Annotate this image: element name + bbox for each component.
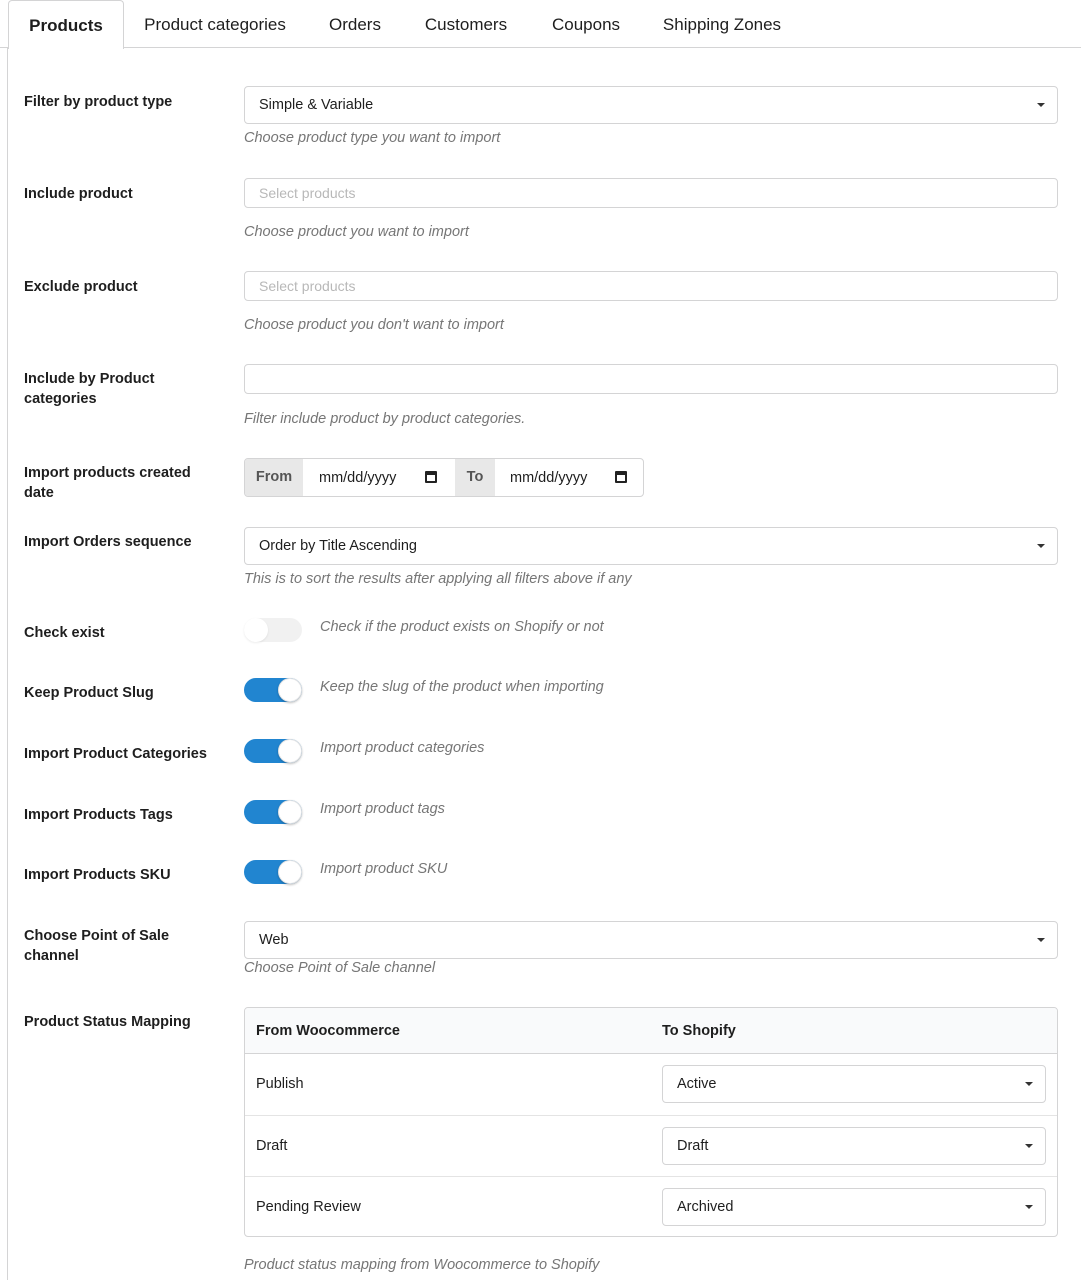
tab-orders[interactable]: Orders: [329, 15, 381, 34]
dropdown-caret-icon: [1037, 938, 1045, 942]
tab-bar: [0, 0, 1081, 48]
status-from: Publish: [256, 1076, 304, 1092]
status-mapping-help: Product status mapping from Woocommerce to Shopify: [244, 1257, 600, 1273]
tab-shipping-zones[interactable]: Shipping Zones: [662, 15, 782, 34]
import-tags-label: Import Products Tags: [24, 807, 173, 823]
dropdown-caret-icon: [1037, 544, 1045, 548]
filter-type-help: Choose product type you want to import: [244, 130, 501, 146]
keep-slug-toggle[interactable]: [244, 678, 302, 702]
pos-channel-label: Choose Point of Sale channel: [24, 928, 170, 964]
toggle-knob: [244, 618, 268, 642]
toggle-knob: [278, 739, 302, 763]
table-row: [245, 1176, 1057, 1237]
import-sku-toggle[interactable]: [244, 860, 302, 884]
include-categories-help: Filter include product by product categories.: [244, 411, 526, 427]
include-product-placeholder: Select products: [259, 185, 356, 201]
status-from: Draft: [256, 1138, 288, 1154]
orders-sequence-label: Import Orders sequence: [24, 534, 192, 550]
status-to-select[interactable]: [662, 1127, 1046, 1165]
check-exist-toggle[interactable]: [244, 618, 302, 642]
date-to-label: To: [455, 459, 495, 496]
include-categories-input[interactable]: [244, 364, 1058, 394]
filter-type-value: Simple & Variable: [259, 97, 374, 113]
keep-slug-help: Keep the slug of the product when importing: [320, 679, 604, 695]
exclude-product-help: Choose product you don't want to import: [244, 317, 504, 333]
date-to-input[interactable]: mm/dd/yyyy: [510, 470, 588, 486]
status-to-select[interactable]: [662, 1065, 1046, 1103]
import-sku-help: Import product SKU: [320, 861, 448, 877]
import-categories-help: Import product categories: [320, 740, 485, 756]
exclude-product-placeholder: Select products: [259, 278, 356, 294]
toggle-knob: [278, 678, 302, 702]
pos-channel-help: Choose Point of Sale channel: [244, 960, 436, 976]
dropdown-caret-icon: [1037, 103, 1045, 107]
include-product-input[interactable]: [244, 178, 1058, 208]
import-tags-help: Import product tags: [320, 801, 445, 817]
created-date-range: [244, 458, 644, 497]
orders-sequence-value: Order by Title Ascending: [259, 538, 417, 554]
include-product-help: Choose product you want to import: [244, 224, 469, 240]
filter-type-label: Filter by product type: [24, 94, 173, 110]
pos-channel-value: Web: [259, 932, 289, 948]
toggle-knob: [278, 860, 302, 884]
pos-channel-select[interactable]: [244, 921, 1058, 959]
keep-slug-label: Keep Product Slug: [24, 685, 154, 701]
exclude-product-label: Exclude product: [24, 279, 138, 295]
status-to-value: Draft: [677, 1138, 709, 1154]
orders-sequence-select[interactable]: [244, 527, 1058, 565]
status-to-select[interactable]: [662, 1188, 1046, 1226]
dropdown-caret-icon: [1025, 1144, 1033, 1148]
status-mapping-header: [245, 1008, 1057, 1054]
tab-customers[interactable]: Customers: [424, 15, 508, 34]
date-from-input[interactable]: mm/dd/yyyy: [319, 470, 397, 486]
col-to-shopify: To Shopify: [662, 1023, 736, 1039]
status-to-value: Archived: [677, 1199, 734, 1215]
status-from: Pending Review: [256, 1199, 361, 1215]
table-row: [245, 1115, 1057, 1176]
filter-type-select[interactable]: [244, 86, 1058, 124]
status-mapping-table: [244, 1007, 1058, 1237]
status-to-value: Active: [677, 1076, 717, 1092]
col-from-woocommerce: From Woocommerce: [256, 1023, 400, 1039]
status-mapping-label: Product Status Mapping: [24, 1014, 191, 1030]
import-categories-toggle[interactable]: [244, 739, 302, 763]
include-product-label: Include product: [24, 186, 133, 202]
import-categories-label: Import Product Categories: [24, 746, 207, 762]
dropdown-caret-icon: [1025, 1205, 1033, 1209]
import-sku-label: Import Products SKU: [24, 867, 171, 883]
table-row: [245, 1054, 1057, 1115]
date-from-label: From: [245, 459, 303, 496]
import-tags-toggle[interactable]: [244, 800, 302, 824]
check-exist-help: Check if the product exists on Shopify or not: [320, 619, 604, 635]
dropdown-caret-icon: [1025, 1082, 1033, 1086]
created-date-label: Import products created date: [24, 465, 191, 501]
calendar-icon[interactable]: [425, 471, 437, 483]
tab-coupons[interactable]: Coupons: [551, 15, 621, 34]
exclude-product-input[interactable]: [244, 271, 1058, 301]
include-categories-label: Include by Product categories: [24, 371, 155, 407]
orders-sequence-help: This is to sort the results after applying all filters above if any: [244, 571, 632, 587]
calendar-icon[interactable]: [615, 471, 627, 483]
tab-product-categories[interactable]: Product categories: [144, 15, 286, 34]
check-exist-label: Check exist: [24, 625, 105, 641]
tab-products[interactable]: Products: [8, 0, 124, 49]
toggle-knob: [278, 800, 302, 824]
